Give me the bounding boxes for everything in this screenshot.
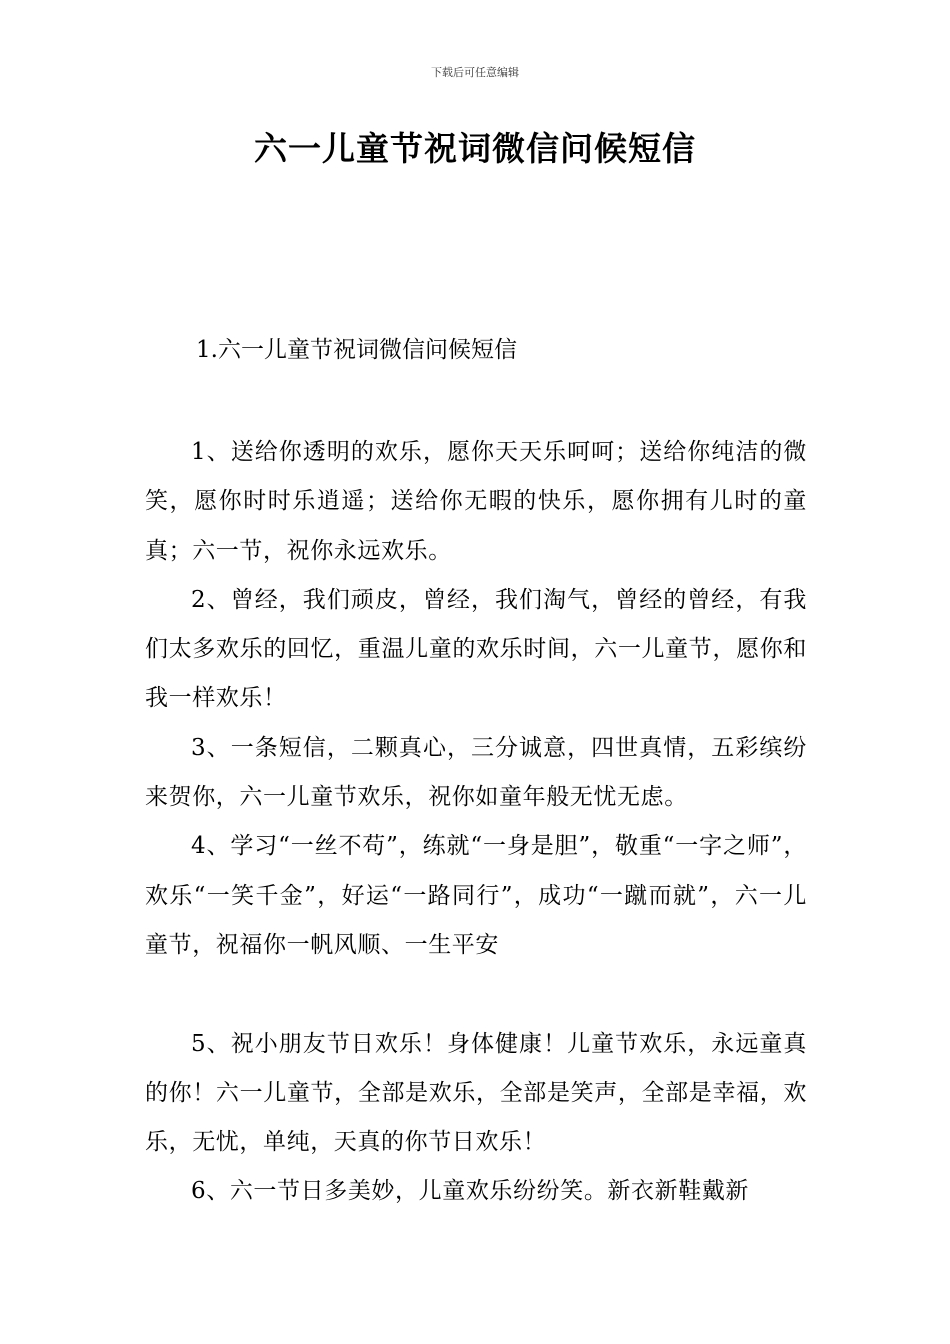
paragraph-6: 6、六一节日多美妙，儿童欢乐纷纷笑。新衣新鞋戴新 <box>191 1178 750 1205</box>
header-note: 下载后可任意编辑 <box>431 66 519 79</box>
document-body <box>145 428 807 1217</box>
document-title: 六一儿童节祝词微信问候短信 <box>254 129 696 168</box>
paragraph-spacer <box>145 970 807 1019</box>
paragraph-5: 5、祝小朋友节日欢乐！身体健康！儿童节欢乐，永远童真的你！六一儿童节，全部是欢乐，全部是笑声，全部是幸福，欢乐，无忧，单纯，天真的你节日欢乐！ <box>145 1030 807 1156</box>
paragraph-2: 2、曾经，我们顽皮，曾经，我们淘气，曾经的曾经，有我们太多欢乐的回忆，重温儿童的欢乐时间，六一儿童节，愿你和我一样欢乐！ <box>145 586 807 712</box>
paragraph-4: 4、学习“一丝不苟”，练就“一身是胆”，敬重“一字之师”，欢乐“一笑千金”，好运“一路同行”，成功“一蹴而就”，六一儿童节，祝福你一帆风顺、一生平安 <box>145 833 807 958</box>
paragraph-1: 1、送给你透明的欢乐，愿你天天乐呵呵；送给你纯洁的微笑，愿你时时乐逍遥；送给你无暇的快乐，愿你拥有儿时的童真；六一节，祝你永远欢乐。 <box>145 439 807 564</box>
paragraph-3: 3、一条短信，二颗真心，三分诚意，四世真情，五彩缤纷来贺你，六一儿童节欢乐，祝你如童年般无忧无虑。 <box>145 734 807 811</box>
section-heading: 1.六一儿童节祝词微信问候短信 <box>196 337 517 363</box>
